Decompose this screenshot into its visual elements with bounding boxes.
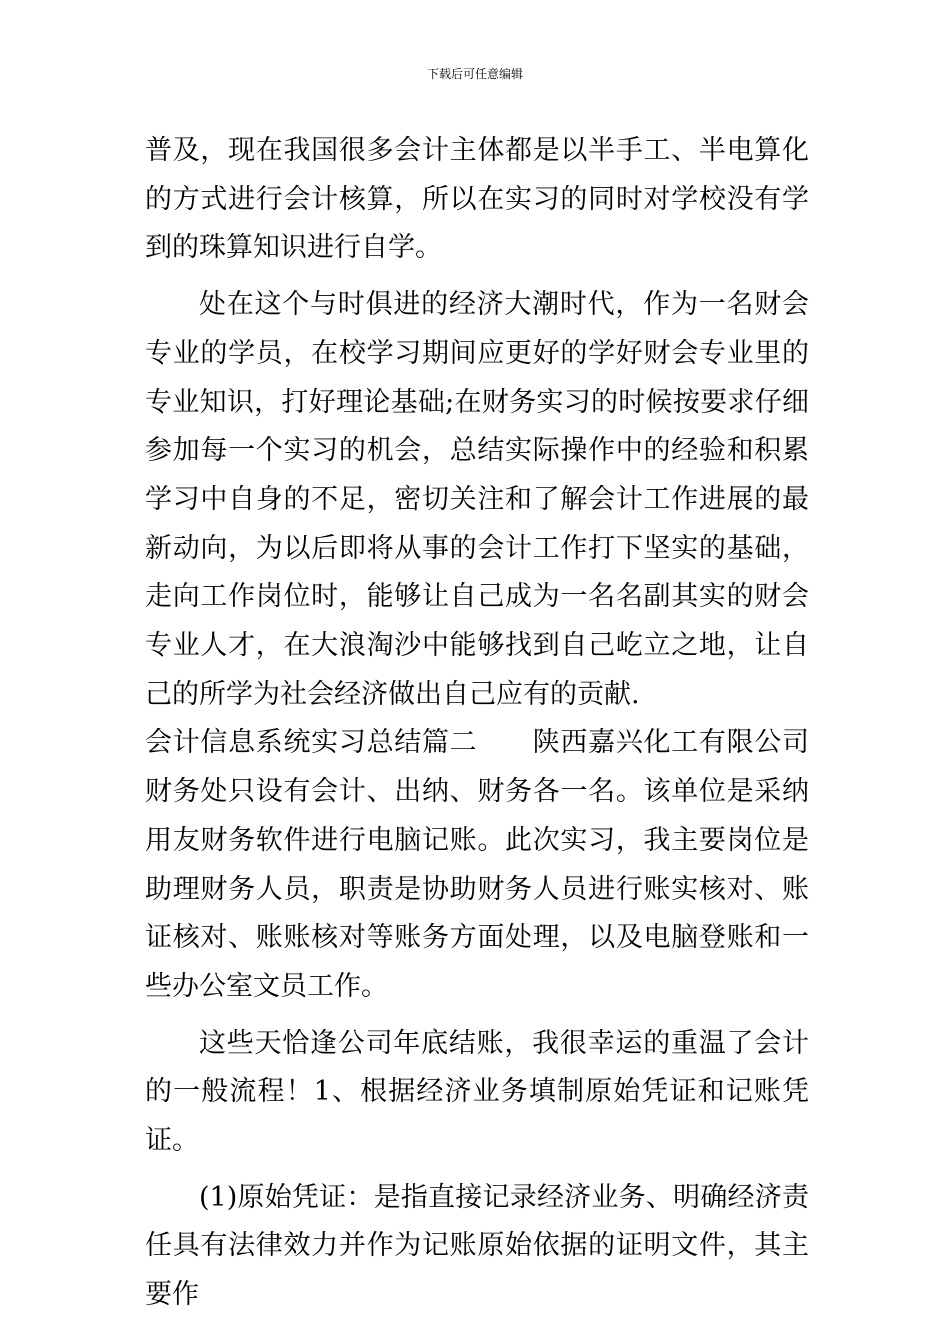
paragraph-original-voucher: (1)原始凭证：是指直接记录经济业务、明确经济责任具有法律效力并作为记账原始依据的证明文件，其主要作 bbox=[145, 1181, 809, 1311]
document-body bbox=[145, 127, 809, 1320]
header-note: 下载后可任意编辑 bbox=[426, 67, 523, 81]
paragraph-career-goals: 处在这个与时俱进的经济大潮时代，作为一名财会专业的学员，在校学习期间应更好的学好财会专业里的专业知识，打好理论基础;在财务实习的时候按要求仔细参加每一个实习的机会，总结实际操作中的经验和积累学习中自身的不足，密切关注和了解会计工作进展的最新动向，为以后即将从事的会计工作打下坚实的基础，走向工作岗位时，能够让自己成为一名名副其实的财会专业人才，在大浪淘沙中能够找到自己屹立之地，让自己的所学为社会经济做出自己应有的贡献. bbox=[145, 289, 809, 710]
paragraph-continuation: 普及，现在我国很多会计主体都是以半手工、半电算化的方式进行会计核算，所以在实习的同时对学校没有学到的珠算知识进行自学。 bbox=[145, 135, 809, 264]
paragraph-part-two-intro: 会计信息系统实习总结篇二 陕西嘉兴化工有限公司财务处只设有会计、出纳、财务各一名。该单位是采纳用友财务软件进行电脑记账。此次实习，我主要岗位是助理财务人员，职责是协助财务人员进行账实核对、账证核对、账账核对等账务方面处理，以及电脑登账和一些办公室文员工作。 bbox=[145, 727, 809, 1002]
paragraph-year-end-closing: 这些天恰逢公司年底结账，我很幸运的重温了会计的一般流程！1、根据经济业务填制原始凭证和记账凭证。 bbox=[145, 1027, 809, 1157]
